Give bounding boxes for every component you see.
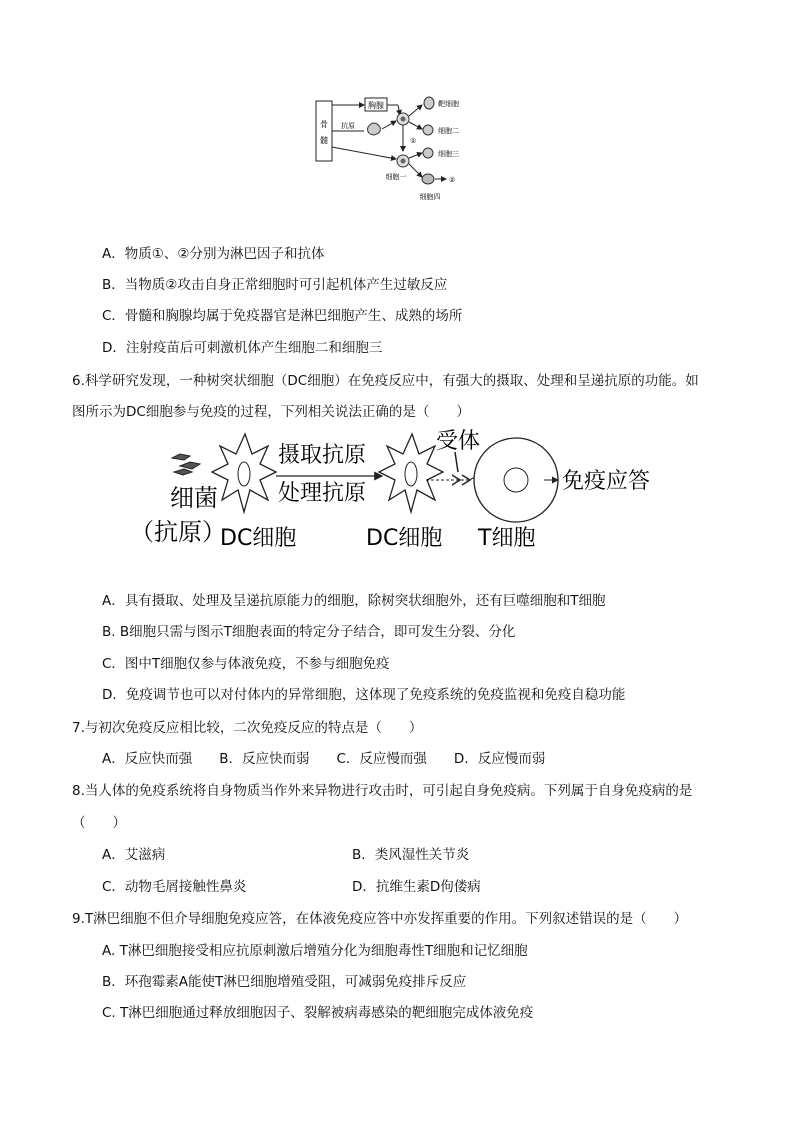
target-cell-label: 靶细胞 [438,100,459,108]
q5-option-d: D．注射疫苗后可刺激机体产生细胞二和细胞三 [102,340,383,356]
q8-stem-line-1: 8.当人体的免疫系统将自身物质当作外来异物进行攻击时，可引起自身免疫病。下列属于自身免疫病的是 [72,783,693,799]
dc-cell-diagram [130,420,680,560]
antigen-presenting-cell-icon [368,123,381,135]
receptor-label: 受体 [436,429,481,454]
cell-four-label: 细胞四 [419,193,441,201]
q6-option-d: D．免疫调节也可以对付体内的异常细胞，这体现了免疫系统的免疫监视和免疫自稳功能 [102,687,626,703]
q8-option-b: B．类风湿性关节炎 [352,847,470,863]
antigen-label: 抗原 [341,122,355,130]
q8-option-c: C．动物毛屑接触性鼻炎 [102,879,247,895]
q9-option-a: A. T淋巴细胞接受相应抗原刺激后增殖分化为细胞毒性T细胞和记忆细胞 [102,943,528,959]
antigen-paren-label: （抗原） [130,518,226,546]
cell-four-icon [422,174,434,184]
process-antigen-label: 处理抗原 [278,481,367,506]
bacteria-icon [172,454,200,475]
q8-option-d: D．抗维生素D佝偻病 [352,879,481,895]
q9-stem: 9.T淋巴细胞不但介导细胞免疫应答，在体液免疫应答中亦发挥重要的作用。下列叙述错误的是（ ） [72,911,688,927]
cell-two-icon [423,125,433,135]
immune-cell-diagram [312,95,492,205]
thymus-label: 胸腺 [368,101,384,110]
q6-stem-line-2: 图所示为DC细胞参与免疫的过程，下列相关说法正确的是（ ） [72,404,470,420]
q6-option-a: A．具有摄取、处理及呈递抗原能力的细胞，除树突状细胞外，还有巨噬细胞和T细胞 [102,593,606,609]
q5-option-b: B．当物质②攻击自身正常细胞时可引起机体产生过敏反应 [102,277,448,293]
ingest-antigen-label: 摄取抗原 [278,443,367,468]
q6-option-c: C．图中T细胞仅参与体液免疫，不参与细胞免疫 [102,656,390,672]
bacteria-label: 细菌 [170,484,218,512]
cell-two-label: 细胞二 [438,127,459,135]
q5-option-a: A．物质①、②分别为淋巴因子和抗体 [102,246,325,262]
substance-1-label: ① [410,137,417,145]
q5-option-c: C．骨髓和胸腺均属于免疫器官是淋巴细胞产生、成熟的场所 [102,308,463,324]
q9-option-c: C. T淋巴细胞通过释放细胞因子、裂解被病毒感染的靶细胞完成体液免疫 [102,1005,534,1021]
q7-options: A．反应快而强 B．反应快而弱 C．反应慢而强 D．反应慢而弱 [102,751,546,767]
target-cell-icon [424,97,434,109]
q9-option-b: B．环孢霉素A能使T淋巴细胞增殖受阻，可减弱免疫排斥反应 [102,974,467,990]
substance-2-label: ② [449,176,456,184]
bone-marrow-box [316,101,332,161]
immune-response-label: 免疫应答 [562,469,651,494]
cell-three-icon [423,148,433,158]
t-cell-label: T细胞 [478,526,536,551]
cell-three-label: 细胞三 [438,150,459,158]
q6-stem-line-1: 6.科学研究发现，一种树突状细胞（DC细胞）在免疫反应中，有强大的摄取、处理和呈递抗原的功能。如 [72,373,699,389]
dc-cell-1-label: DC细胞 [220,526,297,551]
cell-one-label: 细胞一 [385,173,407,181]
bone-marrow-label-1: 骨 [320,120,328,129]
q8-option-a: A．艾滋病 [102,847,166,863]
q7-stem: 7.与初次免疫反应相比较，二次免疫反应的特点是（ ） [72,720,423,736]
bone-marrow-label-2: 髓 [320,136,328,145]
q8-stem-line-2: （ ） [72,815,126,831]
q6-option-b: B. B细胞只需与图示T细胞表面的特定分子结合，即可发生分裂、分化 [102,624,516,640]
dc-cell-2-label: DC细胞 [366,526,443,551]
